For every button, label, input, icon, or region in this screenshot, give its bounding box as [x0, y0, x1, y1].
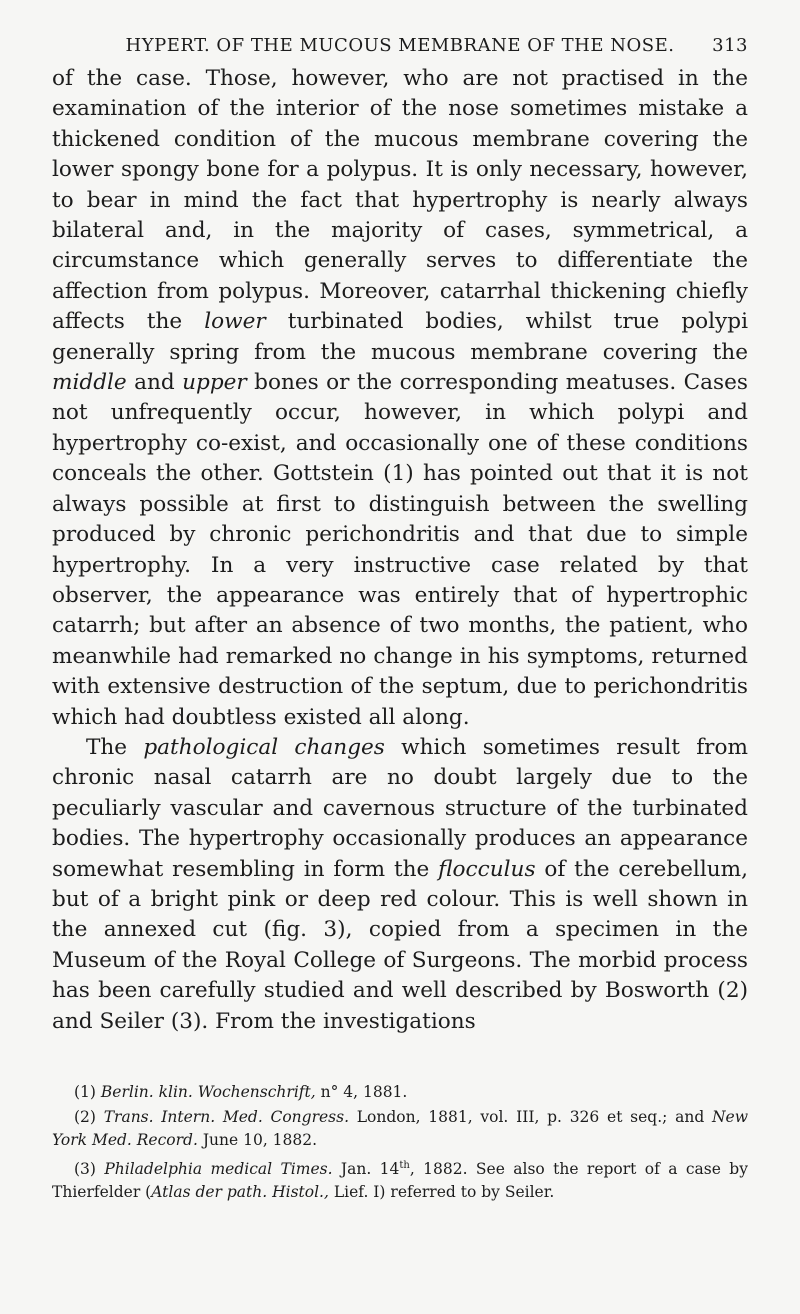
paragraph-1-emphasis-lower: lower — [204, 309, 266, 335]
footnote-2-detail-2: June 10, 1882. — [197, 1131, 318, 1149]
footnote-3 — [52, 1154, 748, 1204]
paragraph-2-text-2: which sometimes result from chronic nasal catarrh are no doubt largely due to the peculiarly vascular and cavernous structure of the turbinated bodies. The hypertrophy occasionally produces an appearance somewhat resembling in form the — [52, 734, 748, 882]
footnote-2-journal-2: New York Med. Record. — [52, 1108, 748, 1149]
paragraph-2-emphasis-pathological: pathological changes — [143, 734, 385, 760]
footnote-2-detail-1: London, 1881, vol. III, p. 326 et seq.; and — [349, 1108, 712, 1126]
footnote-1 — [52, 1081, 748, 1104]
paragraph-1-emphasis-upper: upper — [182, 370, 247, 396]
footnote-3-detail-1: Jan. 14 — [332, 1160, 400, 1179]
footnote-3-superscript: th — [399, 1160, 410, 1171]
paragraph-1-text-2: turbinated bodies, whilst true polypi generally spring from the mucous membrane covering the — [52, 309, 748, 365]
paragraph-2-text-3: of the cerebellum, but of a bright pink or deep red colour. This is well shown in the annexed cut (fig. 3), copied from a specimen in the Museum of the Royal College of Surgeons. The morbid process has been carefully studied and well described by Bosworth (2) and Seiler (3). From the investigations — [52, 856, 748, 1034]
footnote-1-number: (1) — [74, 1083, 101, 1101]
paragraph-1-text-4: bones or the corresponding meatuses. Cases not unfrequently occur, however, in which polypi and hypertrophy co-exist, and occasionally one of these conditions conceals the other. Gottstein (1) has pointed out that it is not always possible at first to distinguish between the swelling produced by chronic perichondritis and that due to simple hypertrophy. In a very instructive case related by that observer, the appearance was entirely that of hypertrophic catarrh; but after an absence of two months, the patient, who meanwhile had remarked no change in his symptoms, returned with extensive destruction of the septum, due to perichondritis which had doubtless existed all along. — [52, 370, 748, 730]
footnote-3-detail-2: , 1882. See also the report of a case by Thierfelder ( — [52, 1160, 748, 1202]
footnote-2-journal: Trans. Intern. Med. Congress. — [103, 1108, 350, 1126]
footnotes — [52, 1081, 748, 1204]
footnote-spacer — [52, 1037, 748, 1081]
footnote-2-number: (2) — [74, 1108, 104, 1126]
footnote-3-number: (3) — [74, 1160, 105, 1179]
footnote-1-detail: n° 4, 1881. — [315, 1083, 408, 1101]
running-title: HYPERT. OF THE MUCOUS MEMBRANE OF THE NOSE. — [125, 35, 675, 56]
paragraph-2 — [52, 733, 748, 1037]
page-number: 313 — [712, 35, 748, 56]
footnote-3-detail-3: Lief. I) referred to by Seiler. — [328, 1183, 555, 1202]
footnote-1-journal: Berlin. klin. Wochenschrift, — [100, 1083, 316, 1101]
footnote-3-journal: Philadelphia medical Times. — [104, 1160, 333, 1179]
footnote-3-atlas: Atlas der path. Histol., — [151, 1183, 329, 1202]
paragraph-2-text-1: The — [86, 734, 144, 760]
paragraph-1-text-3: and — [126, 370, 183, 396]
paragraph-1-emphasis-middle: middle — [52, 370, 127, 396]
body-text — [52, 64, 748, 1037]
running-head — [52, 32, 748, 60]
footnote-2 — [52, 1106, 748, 1152]
paragraph-1-text-1: of the case. Those, however, who are not practised in the examination of the interior of the nose sometimes mistake a thickened condition of the mucous membrane covering the lower spongy bone for a polypus. It is only necessary, however, to bear in mind the fact that hypertrophy is nearly always bilateral and, in the majority of cases, symmetrical, a circumstance which generally serves to differentiate the affection from polypus. Moreover, catarrhal thickening chiefly affects the — [52, 66, 748, 335]
paragraph-2-emphasis-flocculus: flocculus — [438, 856, 536, 882]
paragraph-1 — [52, 64, 748, 733]
